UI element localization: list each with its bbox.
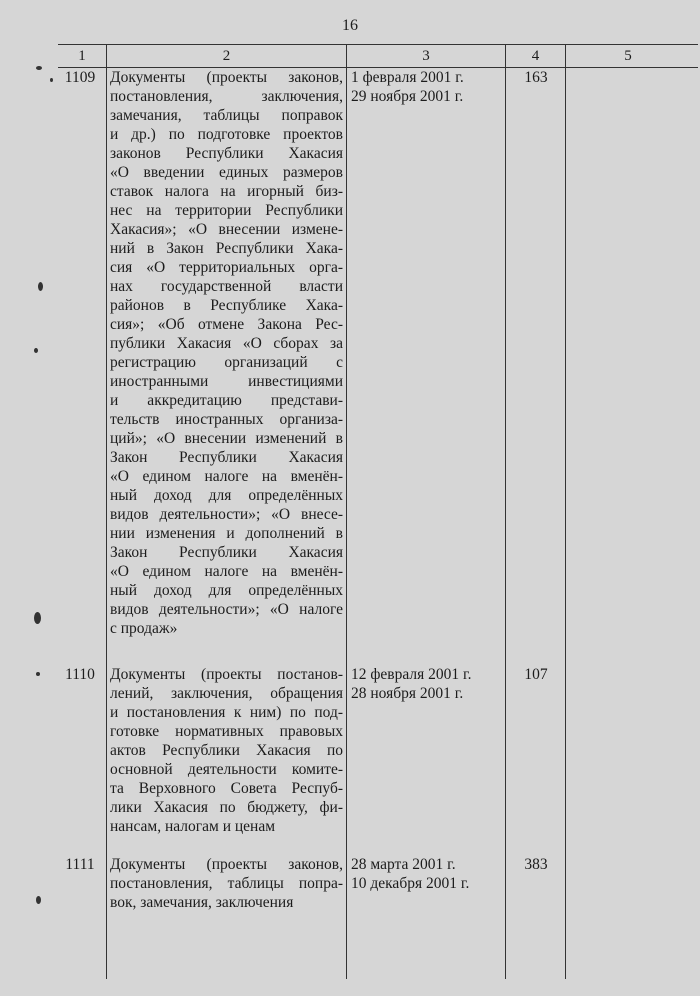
record-title-line: Документы (проекты постанов- (110, 666, 343, 683)
table-header-top-border (58, 44, 698, 45)
record-title (110, 68, 343, 638)
record-title-line: ний в Закон Республики Хака- (110, 240, 343, 257)
record-dates (351, 665, 511, 703)
scan-speck (50, 78, 53, 82)
record-date-end: 28 ноября 2001 г. (351, 685, 464, 702)
scan-speck (36, 896, 41, 904)
record-date-start: 1 февраля 2001 г. (351, 69, 464, 86)
record-title-line: ций»; «О внесении изменений в (110, 430, 343, 447)
record-sheets: 383 (524, 856, 548, 873)
record-title-line: нес на территории Республики (110, 202, 343, 219)
record-title-line: актов Республики Хакасия по (110, 742, 343, 759)
record-dates (351, 855, 511, 893)
record-title-line: Документы (проекты законов, (110, 856, 343, 873)
record-title-line: сия»; «Об отмене Закона Рес- (110, 316, 343, 333)
scan-speck (34, 348, 38, 353)
record-title-line: «О введении единых размеров (110, 164, 343, 181)
column-divider-2 (346, 44, 347, 979)
record-title-line: Закон Республики Хакасия (110, 544, 343, 561)
record-title (110, 855, 343, 912)
header-col-5: 5 (624, 48, 632, 64)
record-title-line: постановления, таблицы попра- (110, 875, 343, 892)
record-title-line: Документы (проекты законов, (110, 69, 343, 86)
column-divider-3 (505, 44, 506, 979)
record-title (110, 665, 343, 836)
scan-speck (34, 612, 41, 624)
record-title-line: ный доход для определённых (110, 582, 343, 599)
record-title-line: «О едином налоге на вменён- (110, 563, 343, 580)
record-date-end: 10 декабря 2001 г. (351, 875, 470, 892)
record-title-line: постановления, заключения, (110, 88, 343, 105)
record-title-line: Хакасия»; «О внесении измене- (110, 221, 343, 238)
record-title-line: нансам, налогам и ценам (110, 818, 276, 835)
record-dates (351, 68, 511, 106)
record-title-line: и постановления к ним) по под- (110, 704, 343, 721)
record-title-line: законов Республики Хакасия (110, 145, 343, 162)
column-divider-4 (565, 44, 566, 979)
record-number: 1109 (64, 69, 96, 86)
record-date-end: 29 ноября 2001 г. (351, 88, 464, 105)
record-title-line: вок, замечания, заключения (110, 894, 294, 911)
header-col-2: 2 (222, 48, 231, 64)
record-title-line: «О едином налоге на вменён- (110, 468, 343, 485)
header-col-1: 1 (78, 48, 86, 64)
record-title-line: районов в Республике Хака- (110, 297, 343, 314)
record-title-line: ставок налога на игорный биз- (110, 183, 343, 200)
record-title-line: сия «О территориальных орга- (110, 259, 343, 276)
record-date-start: 28 марта 2001 г. (351, 856, 456, 873)
record-number: 1111 (65, 856, 95, 873)
record-title-line: видов деятельности»; «О внесе- (110, 506, 343, 523)
record-title-line: лики Хакасия по бюджету, фи- (110, 799, 343, 816)
record-title-line: ный доход для определённых (110, 487, 343, 504)
record-title-line: та Верховного Совета Респуб- (110, 780, 343, 797)
record-title-line: замечания, таблицы поправок (110, 107, 343, 124)
record-title-line: регистрацию организаций с (110, 354, 343, 371)
scan-speck (36, 672, 40, 676)
record-title-line: лений, заключения, обращения (110, 685, 343, 702)
record-date-start: 12 февраля 2001 г. (351, 666, 472, 683)
record-title-line: нии изменения и дополнений в (110, 525, 343, 542)
column-divider-1 (106, 44, 107, 979)
record-title-line: видов деятельности»; «О налоге (110, 601, 343, 618)
page-number: 16 (342, 17, 358, 34)
header-col-3: 3 (422, 48, 430, 64)
record-title-line: тельств иностранных организа- (110, 411, 343, 428)
record-title-line: и аккредитацию представи- (110, 392, 343, 409)
record-sheets: 107 (524, 666, 548, 683)
record-title-line: Закон Республики Хакасия (110, 449, 343, 466)
record-title-line: основной деятельности комите- (110, 761, 343, 778)
record-title-line: готовке нормативных правовых (110, 723, 343, 740)
record-title-line: с продаж» (110, 620, 178, 637)
record-title-line: публики Хакасия «О сборах за (110, 335, 343, 352)
scan-speck (38, 282, 43, 291)
header-col-4: 4 (531, 48, 540, 64)
record-sheets: 163 (524, 69, 548, 86)
scan-speck (36, 66, 42, 70)
record-title-line: иностранными инвестициями (110, 373, 343, 390)
record-title-line: и др.) по подготовке проектов (110, 126, 343, 143)
record-title-line: нах государственной власти (110, 278, 343, 295)
record-number: 1110 (65, 666, 95, 683)
